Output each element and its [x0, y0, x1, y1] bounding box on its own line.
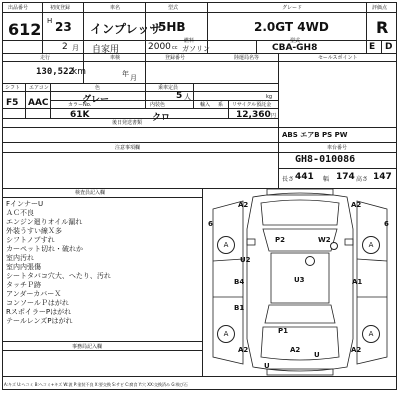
lot-number: 612 [8, 20, 42, 39]
model: CBA-GH8 [272, 43, 318, 53]
height: 147 [373, 172, 392, 182]
wheel-front-left [217, 236, 235, 254]
inspection-label: 検査員記入欄 [75, 190, 106, 196]
mirror-right [345, 239, 353, 245]
inspect-month-unit: 月 [130, 74, 137, 82]
usage: 自家用 [92, 45, 120, 55]
chassis-label: 車台番号 [327, 145, 348, 151]
damage-mark: B4 [234, 278, 245, 286]
width: 174 [336, 172, 355, 182]
divider [2, 142, 397, 143]
inspection-note: 室内内張傷 [6, 263, 41, 271]
fuel: ガソリン [182, 45, 210, 53]
inspection-note: タッチＰ跡 [6, 281, 41, 289]
divider [278, 53, 279, 153]
inspection-note: エンジン廻りオイル漏れ [6, 218, 83, 226]
shift: F5 [6, 98, 19, 108]
damage-mark: A2 [351, 346, 362, 354]
inspection-note: アンダーカバーＸ [6, 290, 62, 298]
mileage-label: 走行 [40, 55, 51, 61]
divider [228, 100, 229, 118]
damage-mark: A2 [290, 346, 301, 354]
divider [2, 341, 202, 342]
divider [366, 2, 367, 53]
reg-date-label: 陸運局名等 [234, 55, 260, 61]
mark: A [368, 330, 374, 338]
score: R [376, 18, 389, 37]
divider [2, 12, 397, 13]
rear-glass [265, 305, 335, 323]
inspection-note: シフトノブすれ [6, 236, 55, 244]
divider [83, 2, 84, 53]
grade-label: グレード [282, 5, 303, 11]
footer-legend: A:キズ U:ヘコミ B:ヘコミ+キズ W:波 P:塗装不良 X:要交換 S:サビ C:腐食 Y:穴 XX:交換済み G:飛び石 [4, 382, 188, 387]
seats-label: 乗車定員 [158, 85, 179, 91]
inspection-note: コンソールＰはがれ [6, 299, 69, 307]
length-label: 長さ [282, 176, 295, 183]
inspect-year-unit: 年 [122, 70, 129, 78]
recycle-unit: 円 [271, 113, 277, 119]
divider [193, 83, 194, 108]
reg-label: 登録番号 [165, 55, 186, 61]
length: 441 [295, 172, 314, 182]
inspect-label: 車検 [110, 55, 121, 61]
grade-exterior: E [369, 42, 376, 52]
weight-unit: kg [266, 94, 273, 100]
divider [25, 83, 26, 118]
mileage-unit: km [72, 67, 86, 77]
damage-mark: U [264, 362, 270, 370]
seats: 5 [176, 91, 183, 101]
divider [2, 197, 202, 198]
month: 2 [62, 42, 68, 52]
damage-mark: B1 [234, 304, 245, 312]
divider [278, 152, 279, 188]
colorno-label: カラーNo. [68, 102, 92, 108]
interior: クロ [152, 113, 171, 123]
cc: 2000 [148, 42, 171, 52]
car-name: インプレッサ [90, 22, 162, 36]
divider [50, 83, 51, 118]
import-label: 輸入 [200, 102, 211, 108]
colorno: 61K [70, 110, 90, 120]
divider [278, 127, 397, 128]
damage-mark: W2 [318, 236, 331, 244]
lot-label: 出品番号 [8, 5, 29, 11]
damage-mark: U3 [294, 276, 305, 284]
divider [42, 2, 43, 53]
mileage: 130,522 [36, 67, 74, 77]
inspection-notes [6, 200, 111, 326]
divider [2, 61, 397, 62]
divider [2, 376, 397, 377]
divider [278, 168, 397, 169]
body-type: 5HB [158, 20, 186, 34]
documents-label: 後日発送書類 [112, 120, 143, 126]
color: グレー [82, 95, 110, 105]
damage-mark: U2 [240, 256, 251, 264]
damage-mark: 6 [384, 220, 389, 228]
trunk [261, 327, 339, 360]
divider [2, 91, 278, 92]
spare-wheel [305, 256, 315, 266]
notes-label: 注意事項欄 [115, 145, 141, 151]
cc-unit: cc [172, 45, 178, 51]
equipment: ABS エアB PS PW [282, 131, 348, 139]
door-line [213, 259, 243, 261]
import-unit: 系 [218, 102, 224, 108]
divider [2, 83, 278, 84]
inspection-note: 外装うすい線Ｘ多 [6, 227, 62, 235]
damage-mark: A2 [238, 201, 249, 209]
width-label: 幅 [323, 176, 330, 183]
body-label: 型式 [168, 5, 179, 11]
office-label: 事務局記入欄 [72, 344, 103, 350]
steering-wheel [330, 242, 338, 250]
damage-mark: A2 [351, 201, 362, 209]
chassis-number: GH8-010086 [295, 154, 356, 165]
sales-label: セールスポイント [318, 55, 358, 61]
year: 23 [55, 20, 72, 34]
ac-label: エアコン [29, 85, 49, 91]
inspection-note: ＡＣ不良 [6, 209, 34, 217]
wheel-rear-right [362, 325, 380, 343]
inspection-note: FインナーU [6, 200, 44, 208]
divider [2, 108, 278, 109]
score-label: 評価点 [372, 5, 388, 11]
ac: AAC [28, 98, 49, 108]
door-line [357, 259, 387, 261]
inspection-note: シートタバコ穴大、へたり、汚れ [6, 272, 111, 280]
shift-label: シフト [5, 85, 21, 91]
damage-mark: U [314, 351, 320, 359]
damage-mark: P2 [275, 236, 286, 244]
mark: A [223, 330, 229, 338]
divider [2, 152, 397, 153]
damage-mark: P1 [278, 327, 289, 335]
inspection-note: RスポイラーPはがれ [6, 308, 72, 316]
inspection-note: テールレンズPはがれ [6, 317, 73, 325]
era: H [47, 17, 53, 25]
mirror-left [247, 239, 255, 245]
recycle-amount: 12,360 [236, 110, 271, 120]
wheel-front-right [362, 236, 380, 254]
divider [381, 40, 382, 53]
damage-mark: A1 [352, 278, 363, 286]
interior-label: 内装色 [150, 102, 166, 108]
damage-mark: A2 [238, 346, 249, 354]
divider [2, 350, 202, 351]
wheel-rear-left [217, 325, 235, 343]
hood [261, 200, 339, 225]
inspection-note: カーペット切れ・破れか [6, 245, 83, 253]
mark: A [223, 241, 229, 249]
fuel-label: 燃料 [184, 38, 195, 44]
grade-interior: D [385, 42, 393, 52]
name-label: 車名 [110, 5, 121, 11]
damage-mark: 6 [208, 220, 213, 228]
divider [145, 53, 146, 83]
month-unit: 月 [72, 44, 79, 52]
inspection-note: 室内汚れ [6, 254, 34, 262]
color-label: 色 [95, 85, 101, 91]
recycle-label: リサイクル預託金 [232, 102, 272, 108]
height-label: 高さ [356, 176, 369, 183]
seats-unit: 人 [184, 93, 191, 101]
year-label: 初度登録 [50, 5, 71, 11]
grade: 2.0GT 4WD [254, 20, 329, 34]
divider [256, 40, 257, 53]
mark: A [368, 241, 374, 249]
model-label: 型式 [290, 38, 301, 44]
divider [145, 83, 146, 108]
divider [2, 40, 397, 41]
divider [2, 127, 278, 128]
